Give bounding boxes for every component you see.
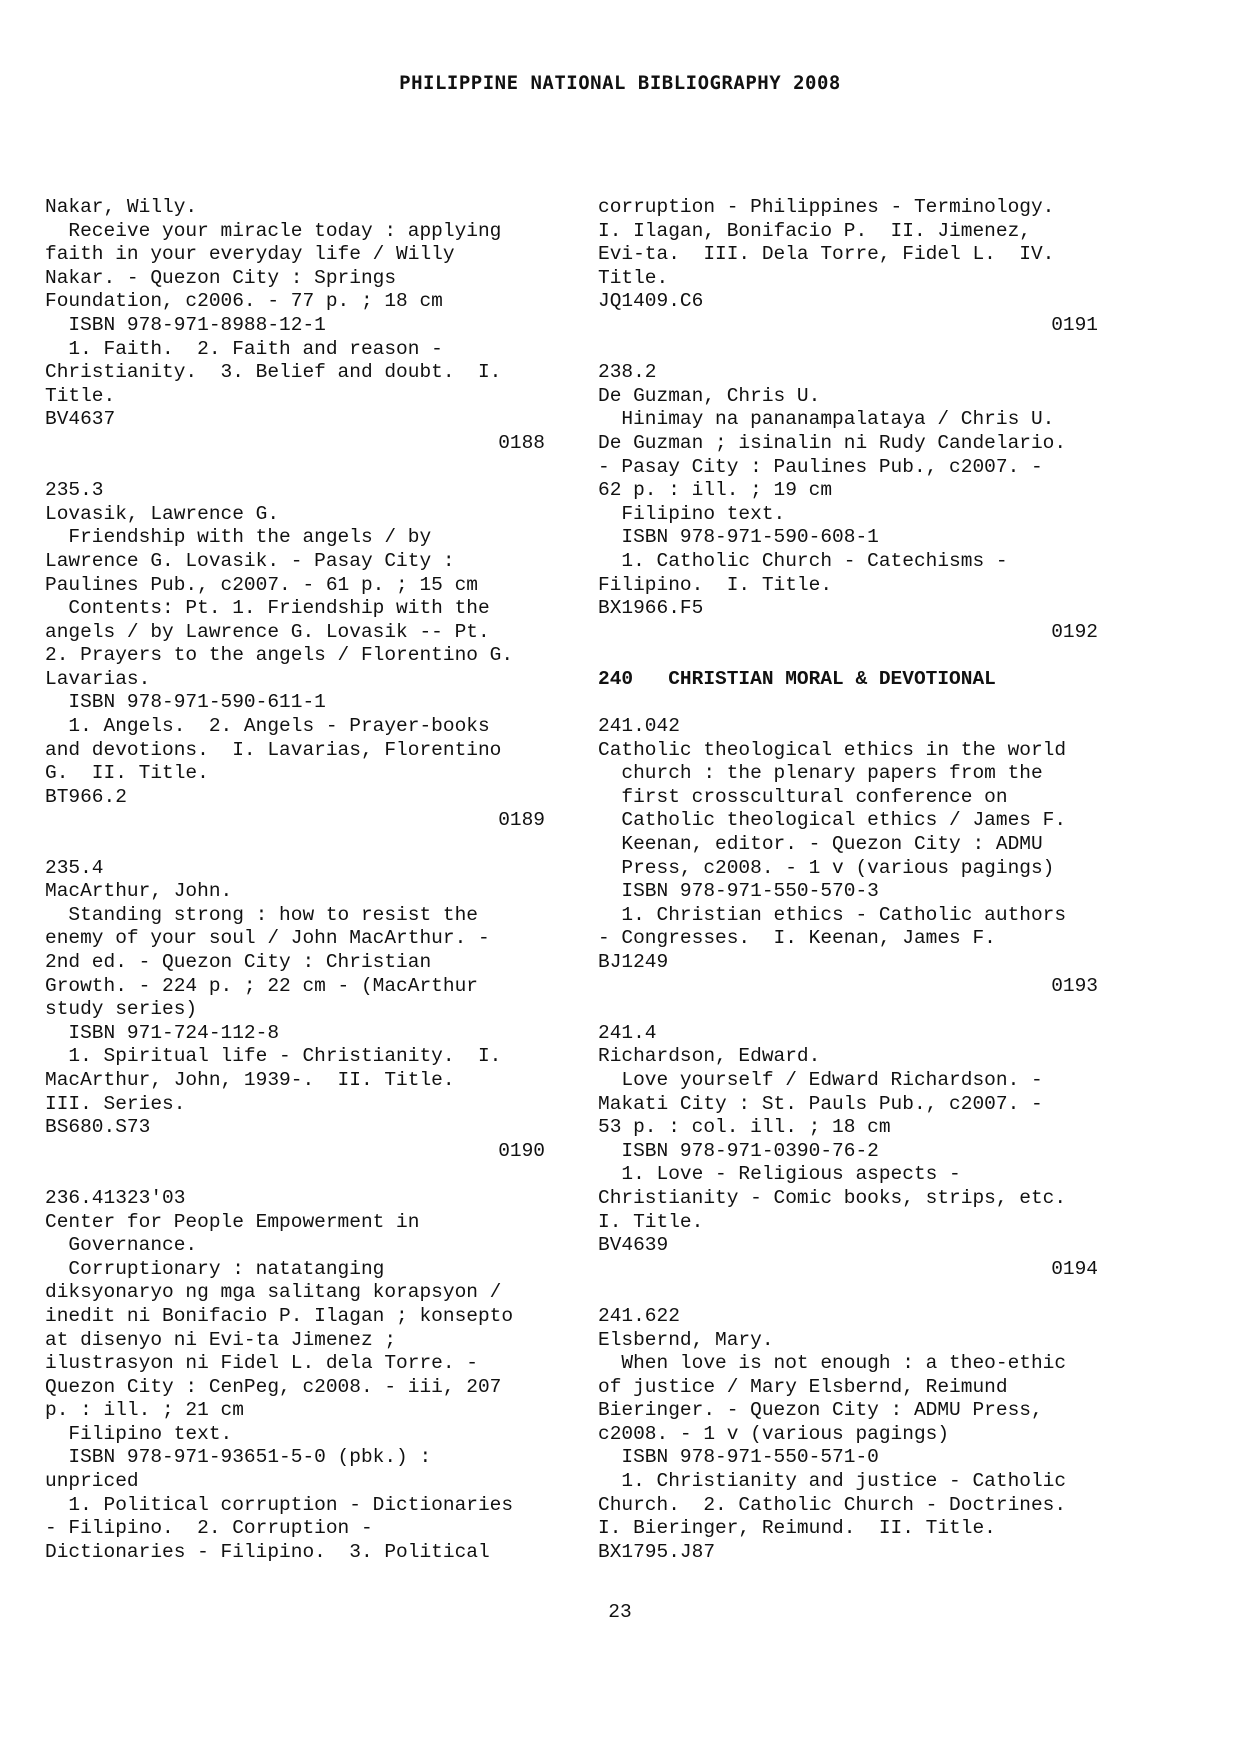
section-heading: 240 CHRISTIAN MORAL & DEVOTIONAL [598,667,996,690]
entry-line: unpriced [45,1470,139,1493]
bibliography-entry [598,1022,1098,1282]
entry-line: I. Bieringer, Reimund. II. Title. [598,1517,996,1540]
entry-line: BS680.S73 [45,1116,151,1139]
bibliography-entry [598,361,1098,644]
page-title: PHILIPPINE NATIONAL BIBLIOGRAPHY 2008 [399,72,841,94]
entry-line: BJ1249 [598,951,669,973]
entry-number: 0193 [1051,974,1098,997]
entry-line: Evi-ta. III. Dela Torre, Fidel L. IV. [598,243,1055,266]
entry-line: Bieringer. - Quezon City : ADMU Press, [598,1399,1043,1422]
entry-line: Press, c2008. - 1 v (various pagings) [598,856,1055,879]
entry-line: BV4637 [45,408,116,431]
entry-line: 1. Faith. 2. Faith and reason - [45,337,443,360]
entry-line: Center for People Empowerment in [45,1210,420,1233]
entry-line: 1. Love - Religious aspects - [598,1163,961,1186]
entry-line: 1. Political corruption - Dictionaries [45,1493,514,1516]
bibliography-entry [45,196,545,456]
entry-spacer [598,338,1098,362]
entry-line: 241.4 [598,1021,657,1044]
entry-line: Christianity - Comic books, strips, etc. [598,1186,1067,1209]
entry-line: Hinimay na pananampalataya / Chris U. [598,408,1055,431]
entry-line: 241.622 [598,1304,680,1327]
entry-spacer [45,1163,545,1187]
entry-line: Title. [45,384,116,407]
entry-line: Filipino text. [598,502,786,525]
entry-line: Growth. - 224 p. ; 22 cm - (MacArthur [45,974,478,997]
entry-line: - Filipino. 2. Corruption - [45,1517,373,1540]
entry-line: - Pasay City : Paulines Pub., c2007. - [598,455,1043,478]
entry-line: corruption - Philippines - Terminology. [598,196,1055,218]
entry-spacer [598,691,1098,715]
entry-line: ISBN 978-971-550-570-3 [598,880,879,903]
entry-line: Filipino text. [45,1422,233,1445]
entry-line: Makati City : St. Pauls Pub., c2007. - [598,1092,1043,1115]
entry-number: 0192 [1051,620,1098,643]
entry-line: angels / by Lawrence G. Lovasik -- Pt. [45,620,490,643]
entry-line: MacArthur, John, 1939-. II. Title. [45,1068,455,1091]
entry-number: 0190 [498,1139,545,1162]
entry-number: 0191 [1051,313,1098,336]
bibliography-entry [598,196,1098,338]
bibliography-entry [45,479,545,833]
entry-line: faith in your everyday life / Willy [45,243,455,266]
entry-line: 241.042 [598,715,680,738]
entry-line: 1. Angels. 2. Angels - Prayer-books [45,715,490,738]
entry-line: 2nd ed. - Quezon City : Christian [45,951,432,973]
entry-spacer [598,998,1098,1022]
entry-line: 1. Catholic Church - Catechisms - [598,549,1008,572]
entry-line: and devotions. I. Lavarias, Florentino [45,738,502,761]
entry-line: of justice / Mary Elsbernd, Reimund [598,1375,1008,1398]
entry-line: When love is not enough : a theo-ethic [598,1352,1067,1375]
entry-line: first crosscultural conference on [598,785,1008,808]
entry-line: ISBN 978-971-93651-5-0 (pbk.) : [45,1446,432,1469]
entry-line: Foundation, c2006. - 77 p. ; 18 cm [45,290,443,313]
entry-spacer [598,644,1098,668]
entry-line: ISBN 978-971-590-608-1 [598,526,879,549]
entry-line: 1. Christian ethics - Catholic authors [598,903,1067,926]
entry-line: G. II. Title. [45,762,209,785]
entry-spacer [45,456,545,480]
entry-line: De Guzman ; isinalin ni Rudy Candelario. [598,431,1067,454]
entry-line: diksyonaryo ng mga salitang korapsyon / [45,1281,502,1304]
entry-line: 1. Spiritual life - Christianity. I. [45,1045,502,1068]
entry-line: MacArthur, John. [45,880,233,903]
entry-line: BX1966.F5 [598,597,704,620]
entry-line: Governance. [45,1234,198,1257]
entry-line: Corruptionary : natatanging [45,1257,385,1280]
entry-line: Nakar, Willy. [45,196,198,218]
entry-line: ISBN 971-724-112-8 [45,1021,280,1044]
entry-line: ISBN 978-971-8988-12-1 [45,313,326,336]
entry-line: BT966.2 [45,785,127,808]
right-column [598,196,1098,1564]
entry-line: Richardson, Edward. [598,1045,821,1068]
entry-spacer [45,833,545,857]
entry-line: 62 p. : ill. ; 19 cm [598,479,833,502]
entry-number: 0194 [1051,1257,1098,1280]
entry-line: Filipino. I. Title. [598,573,833,596]
entry-line: at disenyo ni Evi-ta Jimenez ; [45,1328,397,1351]
entry-line: inedit ni Bonifacio P. Ilagan ; konsepto [45,1304,514,1327]
entry-number: 0188 [498,431,545,454]
entry-line: De Guzman, Chris U. [598,384,821,407]
entry-line: Keenan, editor. - Quezon City : ADMU [598,833,1043,856]
entry-line: enemy of your soul / John MacArthur. - [45,927,490,950]
entry-line: 235.4 [45,856,104,879]
entry-line: Catholic theological ethics / James F. [598,809,1067,832]
entry-line: - Congresses. I. Keenan, James F. [598,927,996,950]
entry-line: Contents: Pt. 1. Friendship with the [45,597,490,620]
page-number: 23 [608,1601,632,1623]
entry-line: BX1795.J87 [598,1540,716,1563]
entry-line: Lavarias. [45,667,151,690]
entry-line: Title. [598,266,669,289]
bibliography-entry [598,715,1098,998]
entry-spacer [598,1281,1098,1305]
entry-line: Friendship with the angels / by [45,526,432,549]
entry-line: Love yourself / Edward Richardson. - [598,1068,1043,1091]
entry-line: ISBN 978-971-550-571-0 [598,1446,879,1469]
entry-line: study series) [45,998,198,1021]
entry-number: 0189 [498,809,545,832]
entry-line: 238.2 [598,361,657,384]
entry-line: I. Ilagan, Bonifacio P. II. Jimenez, [598,219,1031,242]
entry-line: church : the plenary papers from the [598,762,1043,785]
entry-line: 236.41323'03 [45,1186,186,1209]
entry-line: Christianity. 3. Belief and doubt. I. [45,361,502,384]
entry-line: Church. 2. Catholic Church - Doctrines. [598,1493,1067,1516]
bibliography-entry [598,1305,1098,1565]
entry-line: 235.3 [45,479,104,502]
entry-line: 2. Prayers to the angels / Florentino G. [45,644,514,667]
bibliography-entry [45,857,545,1164]
entry-line: Lovasik, Lawrence G. [45,502,280,525]
entry-line: Paulines Pub., c2007. - 61 p. ; 15 cm [45,573,478,596]
entry-line: Quezon City : CenPeg, c2008. - iii, 207 [45,1375,502,1398]
entry-line: 53 p. : col. ill. ; 18 cm [598,1116,891,1139]
entry-line: Dictionaries - Filipino. 3. Political [45,1540,490,1563]
entry-line: ISBN 978-971-0390-76-2 [598,1139,879,1162]
entry-line: p. : ill. ; 21 cm [45,1399,244,1422]
left-column [45,196,545,1564]
entry-line: Nakar. - Quezon City : Springs [45,266,397,289]
entry-line: Elsbernd, Mary. [598,1328,774,1351]
entry-line: ilustrasyon ni Fidel L. dela Torre. - [45,1352,478,1375]
entry-line: ISBN 978-971-590-611-1 [45,691,326,714]
entry-line: Lawrence G. Lovasik. - Pasay City : [45,549,455,572]
entry-line: Standing strong : how to resist the [45,903,478,926]
entry-line: c2008. - 1 v (various pagings) [598,1422,950,1445]
entry-line: Catholic theological ethics in the world [598,738,1067,761]
entry-line: 1. Christianity and justice - Catholic [598,1470,1067,1493]
bibliography-entry [45,1187,545,1565]
entry-line: Receive your miracle today : applying [45,219,502,242]
entry-line: I. Title. [598,1210,704,1233]
entry-line: JQ1409.C6 [598,290,704,313]
entry-line: BV4639 [598,1234,669,1257]
entry-line: III. Series. [45,1092,186,1115]
